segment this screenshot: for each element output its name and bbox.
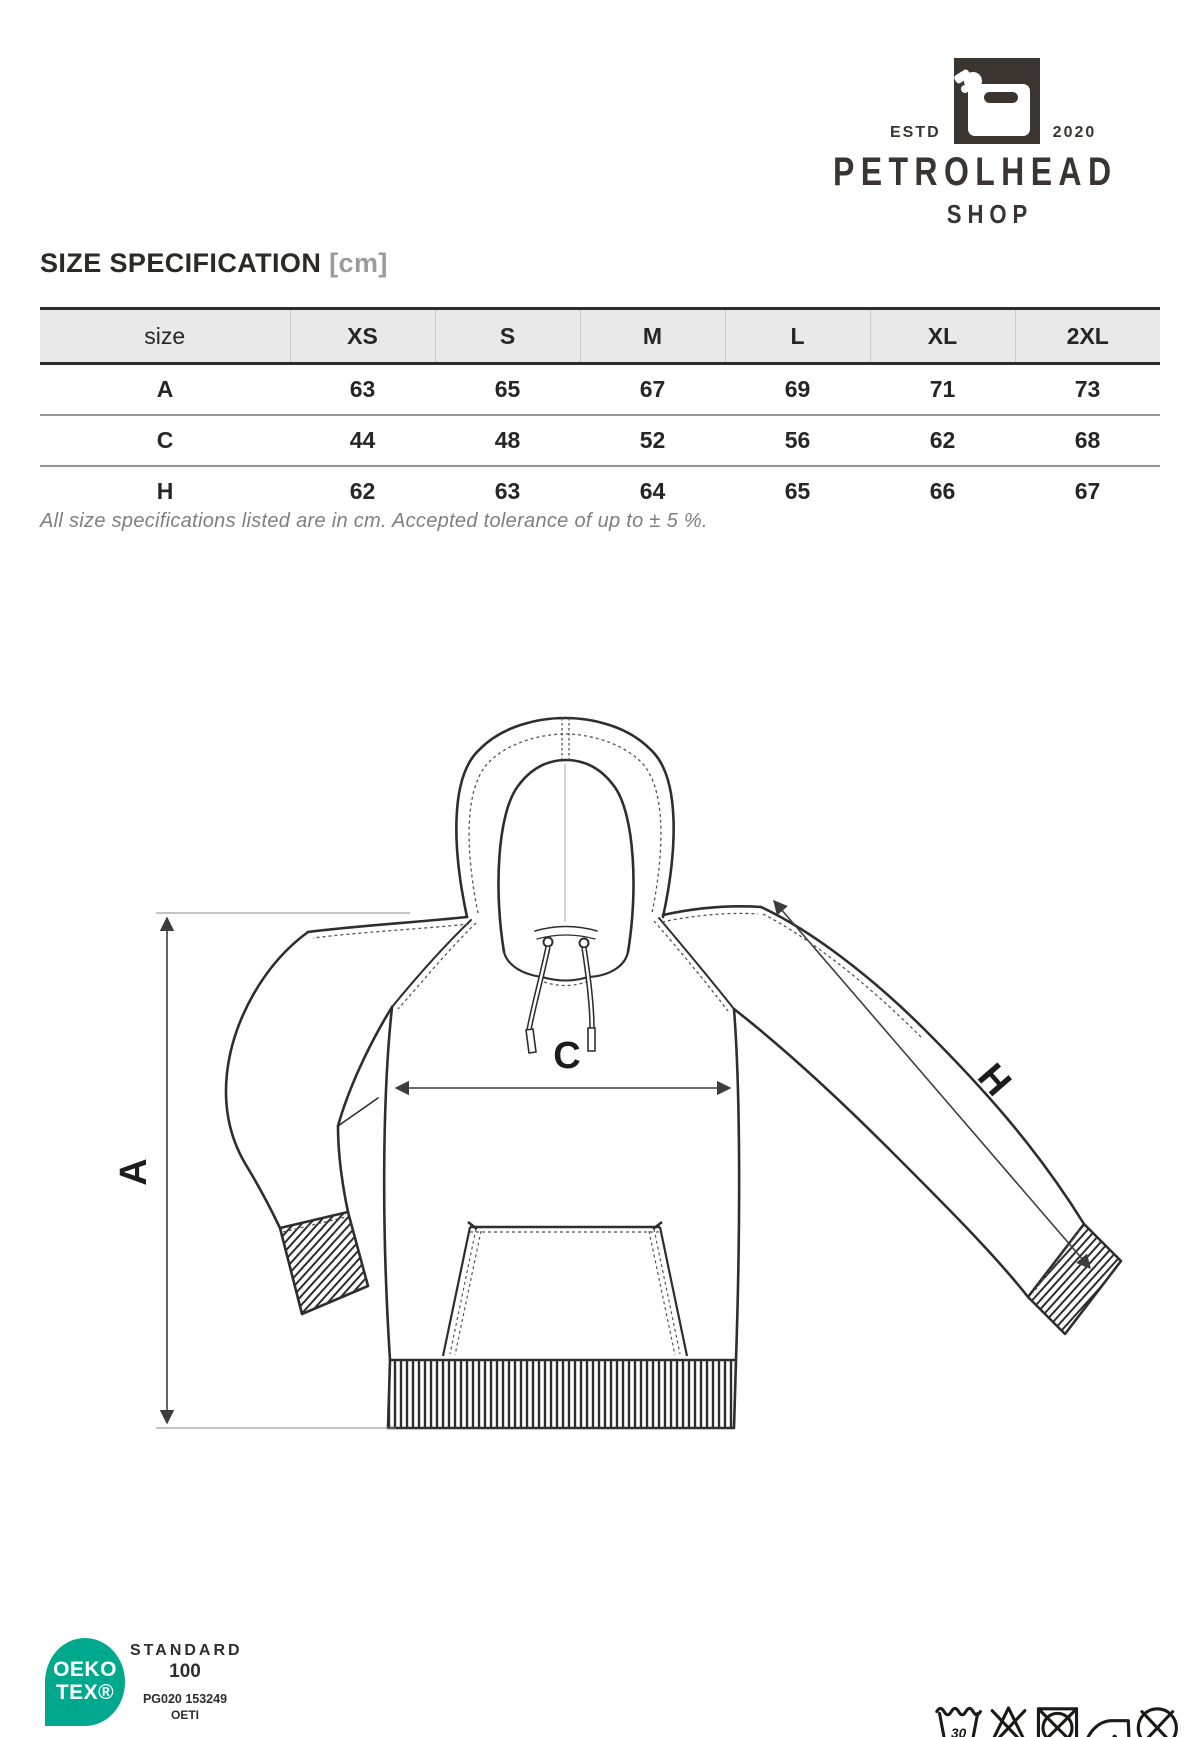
brand-logo — [740, 58, 1130, 230]
oeko-tex-badge — [45, 1638, 125, 1726]
do-not-bleach-icon — [989, 1708, 1027, 1737]
value-a-2xl: 73 — [1015, 364, 1160, 416]
page-title-text: SIZE SPECIFICATION — [40, 248, 322, 278]
wash-30-icon — [937, 1708, 981, 1737]
col-header-xl: XL — [870, 309, 1015, 364]
brand-estd-row — [890, 58, 1130, 144]
value-a-xl: 71 — [870, 364, 1015, 416]
row-label-h: H — [156, 478, 174, 504]
stitch-lines — [283, 718, 1080, 1293]
value-a-m: 67 — [580, 364, 725, 416]
dimension-a — [113, 913, 410, 1428]
value-h-s: 63 — [494, 478, 521, 504]
certification-text — [130, 1642, 243, 1722]
unit-label: [cm] — [329, 248, 388, 278]
dimension-h-label: H — [969, 1055, 1019, 1105]
col-header-l: L — [725, 309, 870, 364]
table-row-a — [40, 364, 1160, 416]
brand-subtitle: SHOP — [946, 199, 1034, 229]
value-c-xl: 62 — [870, 415, 1015, 466]
value-a-xs: 63 — [290, 364, 435, 416]
standard-label: STANDARD — [130, 1642, 243, 1659]
col-header-2xl: 2XL — [1015, 309, 1160, 364]
value-h-xs: 62 — [349, 478, 376, 504]
col-header-m: M — [580, 309, 725, 364]
dimension-c-label: C — [553, 1035, 581, 1077]
value-h-m: 64 — [639, 478, 666, 504]
col-header-s: S — [435, 309, 580, 364]
table-row-c — [40, 415, 1160, 466]
institute-label: OETI — [170, 1708, 199, 1722]
size-table — [40, 307, 1160, 516]
page-title — [40, 248, 388, 279]
value-c-s: 48 — [435, 415, 580, 466]
value-c-xs: 44 — [290, 415, 435, 466]
size-table-header-row — [40, 309, 1160, 364]
iron-one-dot-icon — [1085, 1721, 1129, 1737]
value-c-l: 56 — [725, 415, 870, 466]
value-c-m: 52 — [580, 415, 725, 466]
row-label-a: A — [40, 364, 290, 416]
col-header-size: size — [40, 309, 290, 364]
row-label-c: C — [40, 415, 290, 466]
value-h-l: 65 — [784, 478, 811, 504]
kangaroo-pocket — [443, 1222, 687, 1356]
standard-number: 100 — [169, 1661, 201, 1682]
value-c-2xl: 68 — [1015, 415, 1160, 466]
table-row-h — [40, 466, 1160, 516]
license-number: PG020 153249 — [142, 1692, 228, 1706]
wash-temp-label: 30 — [951, 1725, 967, 1737]
year-label: 2020 — [1052, 124, 1097, 141]
brand-name: PETROLHEAD — [833, 150, 1118, 194]
hoodie-diagram — [80, 560, 1140, 1460]
value-h-2xl: 67 — [1074, 478, 1101, 504]
value-a-l: 69 — [725, 364, 870, 416]
oeko-badge-line1: OEKO — [53, 1658, 117, 1682]
care-symbols — [935, 1697, 1180, 1737]
jerry-can-icon — [954, 58, 1040, 144]
do-not-tumble-dry-icon — [1038, 1709, 1076, 1737]
value-a-s: 65 — [435, 364, 580, 416]
dimension-c — [396, 1035, 730, 1088]
col-header-xs: XS — [290, 309, 435, 364]
dimension-a-label: A — [113, 1158, 155, 1186]
value-h-xl: 66 — [929, 478, 956, 504]
tolerance-note: All size specifications listed are in cm. Accepted tolerance of up to ± 5 %. — [40, 510, 708, 532]
estd-label: ESTD — [890, 124, 941, 141]
do-not-dryclean-icon — [1138, 1709, 1176, 1737]
oeko-badge-line2: TEX® — [55, 1681, 115, 1704]
